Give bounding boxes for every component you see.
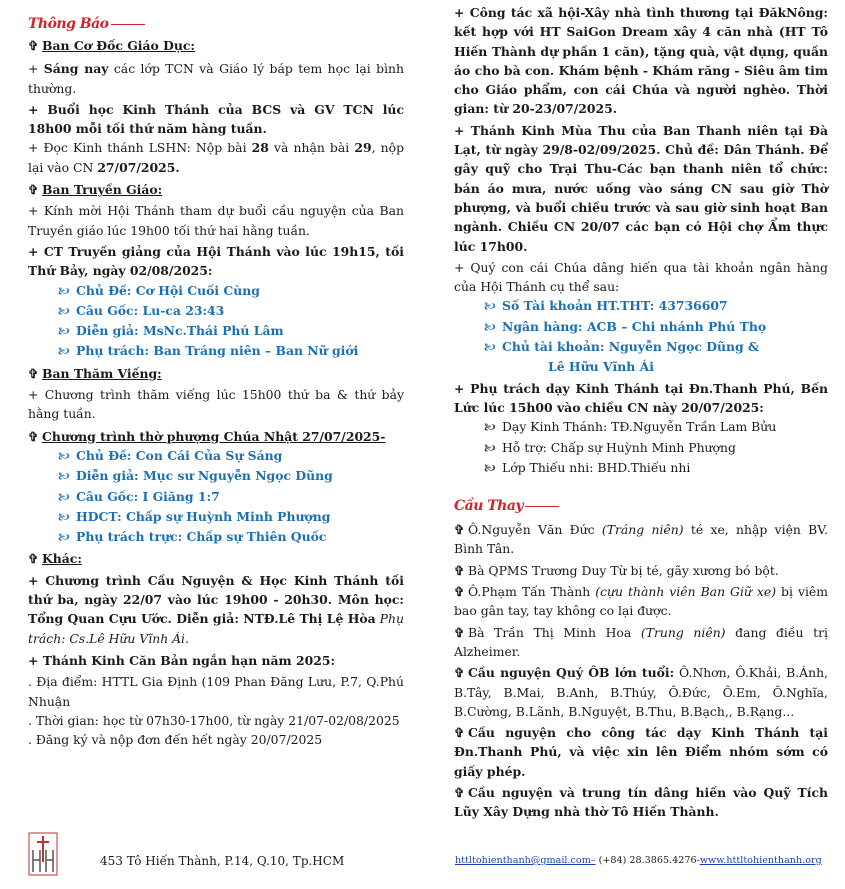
section-sunday-service: ✞ Chương trình thờ phượng Chúa Nhật 27/07/2025- 🙤 Chủ Đề: Con Cái Của Sự Sáng 🙤 Diễn giả: Mục sư Nguyễn Ngọc Dũng 🙤 Câu Gốc: I Giăng 1:7 🙤 HDCT: Chấp sự Huỳnh Minh Phượng 🙤 Phụ trách trực: Chấp sự Thiên Quốc bbox=[28, 427, 404, 548]
bullet-icon: 🙤 bbox=[484, 461, 496, 475]
prayer-header bbox=[454, 496, 828, 518]
bullet-icon: 🙤 bbox=[484, 441, 496, 455]
section-other: ✞ Khác: + Chương trình Cầu Nguyện & Học Kinh Thánh tối thứ ba, ngày 22/07 vào lúc 19h00 - 20h30. Môn học: Tổng Quan Cựu Ước. Diễn giả: NTĐ.Lê Thị Lệ Hòa Phụ trách: Cs.Lê Hữu Vĩnh Ái. + Thánh Kinh Căn Bản ngắn hạn năm 2025: . Địa điểm: HTTL Gia Định (109 Phan Đăng Lưu, P.7, Q.Phú Nhuận . Thời gian: học từ 07h30-17h00, từ ngày 21/07-02/08/2025 . Đăng ký và nộp đơn đến hết ngày 20/07/2025 bbox=[28, 551, 404, 748]
cross-icon: ✞ bbox=[28, 428, 39, 444]
section-title: Ban Thăm Viếng: bbox=[42, 365, 162, 381]
phone-number: (+84) 28.3865.4276- bbox=[595, 855, 700, 866]
section-title: Ban Truyền Giáo: bbox=[42, 182, 163, 198]
right-column: + Công tác xã hội-Xây nhà tình thương tại ĐăkNông: kết hợp với HT SaiGon Dream xây 4 căn nhà (HT Tô Hiến Thành dự phần 1 căn), tặng quà, vật dụng, quần áo cho bà con. Khám bệnh - Khám răng - Siêu âm tim cho Giáo phẩm, con cái Chúa và người nghèo. Thời gian: từ 20-23/07/2025. + Thánh Kinh Mùa Thu của Ban Thanh niên tại Đà Lạt, từ ngày 29/8-02/09/2025. Chủ đề: Dân Thánh. Để gây quỹ cho Trại Thu-Các bạn thanh niên tổ chức: bán áo mưa, nước uống vào sáng CN sau giờ Thờ phượng, và buổi chiều trước và sau giờ sinh hoạt Ban ngành. Chiều CN 20/07 các bạn có Hội chợ Ẩm thực lúc 17h00. + Quý con cái Chúa dâng hiến qua tài khoản ngân hàng của Hội Thánh cụ thể sau: 🙤 Số Tài khoản HT.THT: 43736607 🙤 Ngân hàng: ACB – Chi nhánh Phú Thọ 🙤 Chủ tài khoản: Nguyễn Ngọc Dũng & Lê Hữu Vĩnh Ái + Phụ trách dạy Kinh Thánh tại Đn.Thanh Phú, Bến Lức lúc 15h00 vào chiều CN này 20/07/2025: 🙤 Dạy Kinh Thánh: TĐ.Nguyễn Trần Lam Bửu 🙤 Hỗ trợ: Chấp sự Huỳnh Minh Phượng 🙤 Lớp Thiếu nhi: BHD.Thiếu nhi Cầu Thay ✞ Ô.Nguyễn Văn Đức (Tráng niên) té xe, nhập viện BV. Bình Tân. ✞ Bà QPMS Trương Duy Từ bị té, gãy xương bó bột. ✞ Ô.Phạm Tấn Thành (cựu thành viên Ban Giữ xe) bị viêm bao gân tay, tay không co lại được. ✞ Bà Trần Thị Minh Hoa (Trung niên) đang điều trị Alzheimer. ✞ Cầu nguyện Quý ÔB lớn tuổi: Ô.Nhơn, Ô.Khải, B.Ánh, B.Tây, B.Mai, B.Anh, B.Thúy, Ô.Đức, Ô.Em, Ô.Nghĩa, B.Cường, B.Lãnh, B.Nguyệt, B.Thu, B.Bạch,, B.Rạng... ✞ Cầu nguyện cho công tác dạy Kinh Thánh tại Đn.Thanh Phú, và việc xin lên Điểm nhóm sớm có giấy phép. ✞ Cầu nguyện và trung tín dâng hiến vào Quỹ Tích Lũy Xây Dựng nhà thờ Tô Hiến Thành. bbox=[454, 0, 828, 822]
cross-icon: ✞ bbox=[454, 584, 465, 600]
cross-icon: ✞ bbox=[28, 365, 39, 381]
cross-icon: ✞ bbox=[454, 784, 465, 800]
section-title: Ban Cơ Đốc Giáo Dục: bbox=[42, 38, 195, 53]
announcements-header bbox=[28, 14, 404, 34]
teaching-list: 🙤 Dạy Kinh Thánh: TĐ.Nguyễn Trần Lam Bửu 🙤 Hỗ trợ: Chấp sự Huỳnh Minh Phượng 🙤 Lớp Thiếu nhi: BHD.Thiếu nhi bbox=[454, 417, 828, 478]
bullet-icon: 🙤 bbox=[58, 345, 70, 359]
section-title: Khác: bbox=[42, 551, 82, 567]
cross-icon: ✞ bbox=[28, 551, 39, 567]
bullet-icon: 🙤 bbox=[484, 320, 496, 334]
section-visitation: ✞ Ban Thăm Viếng: + Chương trình thăm viếng lúc 15h00 thứ ba & thứ bảy hằng tuần. bbox=[28, 365, 405, 422]
footer-address: 453 Tô Hiến Thành, P.14, Q.10, Tp.HCM bbox=[100, 854, 345, 868]
bullet-icon: 🙤 bbox=[58, 470, 70, 484]
website-link[interactable]: www.httltohienthanh.org bbox=[699, 855, 822, 866]
section-evangelism: ✞ Ban Truyền Giáo: + Kính mời Hội Thánh tham dự buổi cầu nguyện của Ban Truyền giáo lúc 19h00 tối thứ hai hằng tuần. + CT Truyền giảng của Hội Thánh vào lúc 19h15, tối Thứ Bảy, ngày 02/08/2025: 🙤 Chủ Đề: Cơ Hội Cuối Cùng 🙤 Câu Gốc: Lu-ca 23:43 🙤 Diễn giả: MsNc.Thái Phú Lâm 🙤 Phụ trách: Ban Tráng niên – Ban Nữ giới bbox=[28, 180, 404, 362]
section-christian-education: ✞ Ban Cơ Đốc Giáo Dục: + Sáng nay các lớp TCN và Giáo lý báp tem học lại bình thường. + Buổi học Kinh Thánh của BCS và GV TCN lúc 18h00 mỗi tối thứ năm hàng tuần. + Đọc Kinh thánh LSHN: Nộp bài 28 và nhận bài 29, nộp lại vào CN 27/07/2025. bbox=[28, 38, 405, 175]
email-link[interactable]: httltohienthanh@gmail.com– bbox=[455, 855, 596, 866]
announcements-title: Thông Báo bbox=[28, 16, 109, 32]
cross-icon: ✞ bbox=[28, 182, 39, 198]
footer-contact bbox=[455, 851, 822, 870]
cross-icon: ✞ bbox=[454, 562, 465, 578]
church-logo bbox=[28, 832, 58, 876]
cross-icon: ✞ bbox=[454, 665, 465, 681]
cross-icon: ✞ bbox=[454, 522, 465, 538]
bullet-icon: 🙤 bbox=[484, 421, 496, 435]
bullet-icon: 🙤 bbox=[58, 284, 70, 298]
section-title: Chương trình thờ phượng Chúa Nhật 27/07/2025- bbox=[42, 428, 386, 444]
left-column bbox=[28, 0, 404, 749]
bank-account-list: 🙤 Số Tài khoản HT.THT: 43736607 🙤 Ngân hàng: ACB – Chi nhánh Phú Thọ 🙤 Chủ tài khoản: Nguyễn Ngọc Dũng & Lê Hữu Vĩnh Ái bbox=[484, 298, 767, 375]
bullet-icon: 🙤 bbox=[58, 304, 70, 318]
prayer-title: Cầu Thay bbox=[454, 498, 524, 515]
bullet-icon: 🙤 bbox=[484, 300, 496, 314]
bullet-icon: 🙤 bbox=[58, 325, 70, 339]
cross-icon: ✞ bbox=[454, 725, 465, 741]
cross-icon: ✞ bbox=[454, 624, 465, 640]
bullet-icon: 🙤 bbox=[58, 490, 70, 504]
cross-icon: ✞ bbox=[28, 38, 39, 53]
bullet-icon: 🙤 bbox=[484, 341, 496, 355]
bullet-icon: 🙤 bbox=[58, 449, 70, 463]
bullet-icon: 🙤 bbox=[58, 510, 70, 524]
prayer-list: ✞ Ô.Nguyễn Văn Đức (Tráng niên) té xe, nhập viện BV. Bình Tân. ✞ Bà QPMS Trương Duy Từ bị té, gãy xương bó bột. ✞ Ô.Phạm Tấn Thành (cựu thành viên Ban Giữ xe) bị viêm bao gân tay, tay không co lại được. ✞ Bà Trần Thị Minh Hoa (Trung niên) đang điều trị Alzheimer. ✞ Cầu nguyện Quý ÔB lớn tuổi: Ô.Nhơn, Ô.Khải, B.Ánh, B.Tây, B.Mai, B.Anh, B.Thúy, Ô.Đức, Ô.Em, Ô.Nghĩa, B.Cường, B.Lãnh, B.Nguyệt, B.Thu, B.Bạch,, B.Rạng... ✞ Cầu nguyện cho công tác dạy Kinh Thánh tại Đn.Thanh Phú, và việc xin lên Điểm nhóm sớm có giấy phép. ✞ Cầu nguyện và trung tín dâng hiến vào Quỹ Tích Lũy Xây Dựng nhà thờ Tô Hiến Thành. bbox=[454, 522, 829, 820]
bullet-icon: 🙤 bbox=[58, 531, 70, 545]
